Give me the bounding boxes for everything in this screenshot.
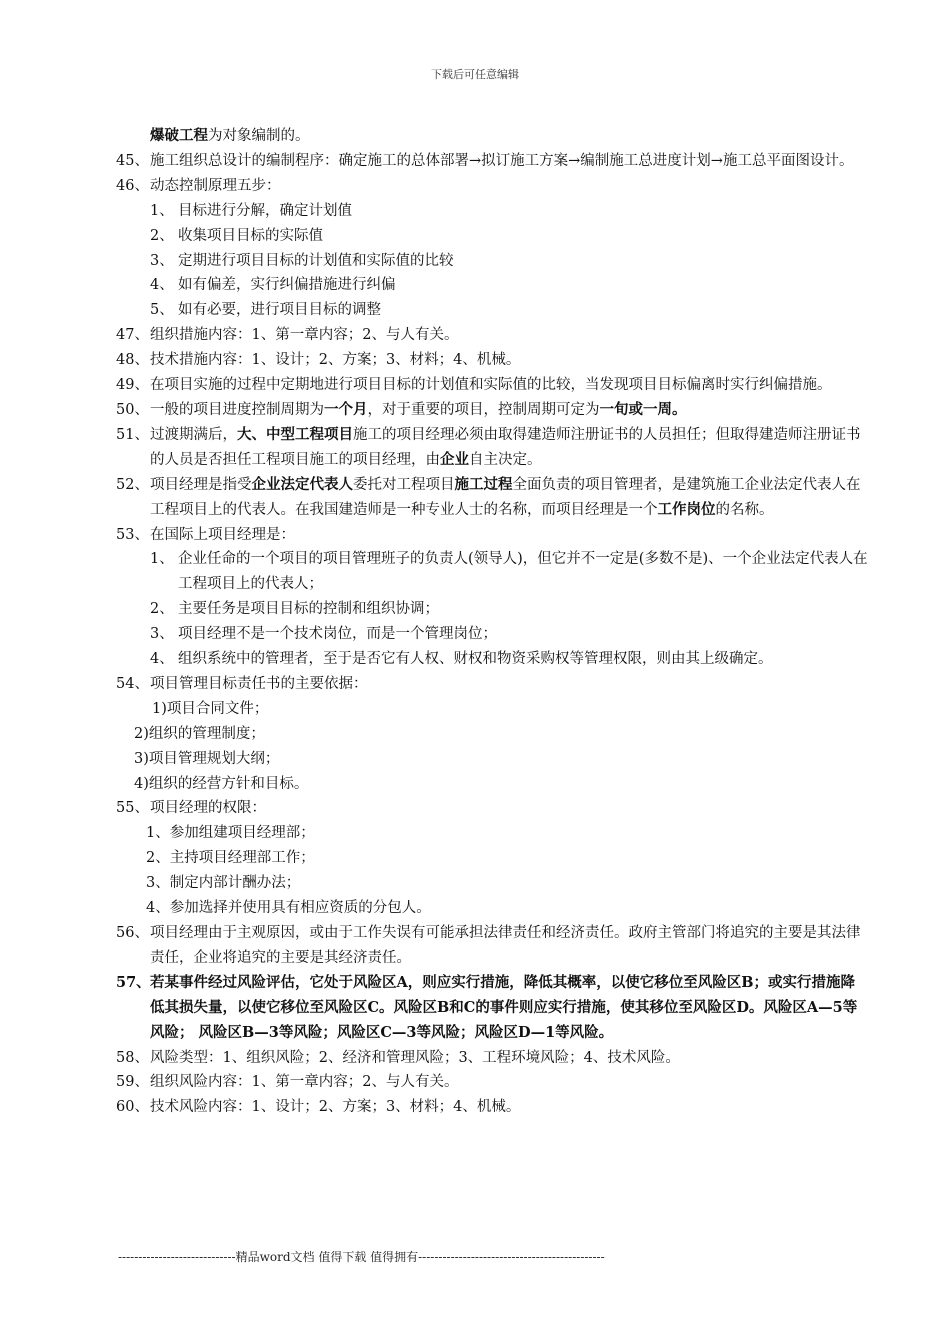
item-number: 53、 xyxy=(116,526,149,543)
subitem-number: 4、 xyxy=(150,651,174,668)
subitem-text: 如有必要，进行项目目标的调整 xyxy=(178,302,381,319)
subitem-number: 3、 xyxy=(150,252,174,269)
item-number: 47、 xyxy=(116,327,149,344)
subitem-text: 组织系统中的管理者，至于是否它有人权、财权和物资采购权等管理权限，则由其上级确定。 xyxy=(178,651,773,668)
subitem: 2)组织的管理制度； xyxy=(134,725,265,742)
subitem xyxy=(116,224,868,249)
bold-text: 工作岗位 xyxy=(657,500,716,518)
item-number: 59、 xyxy=(116,1074,149,1091)
bold-text: 施工过程 xyxy=(454,475,513,493)
item-52 xyxy=(116,473,868,523)
subitem xyxy=(116,273,868,298)
text: 自主决定。 xyxy=(469,451,542,468)
item-text: 在项目实施的过程中定期地进行项目目标的计划值和实际值的比较，当发现项目目标偏离时实行纠偏措施。 xyxy=(150,377,832,394)
subitem-text: 目标进行分解，确定计划值 xyxy=(178,202,352,219)
subitem-text: 收集项目目标的实际值 xyxy=(178,227,323,244)
subitem-text: 如有偏差，实行纠偏措施进行纠偏 xyxy=(178,277,396,294)
item-text: 若某事件经过风险评估，它处于风险区A，则应实行措施，降低其概率，以使它移位至风险区B；或实行措施降低其损失量，以使它移位至风险区C。风险区B和C的事件则应实行措施，使其移位至风险区D。风险区A—5等风险； 风险区B—3等风险；风险区C—3等风险；风险区D—1等风险。 xyxy=(150,973,858,1041)
item-text: 项目管理目标责任书的主要依据： xyxy=(150,675,368,692)
subitem xyxy=(116,622,868,647)
subitem-text: 主要任务是项目目标的控制和组织协调； xyxy=(178,601,439,618)
bold-text: 企业 xyxy=(440,450,469,468)
item-text: 组织措施内容：1、第一章内容；2、与人有关。 xyxy=(150,327,459,344)
page-footer: -----------------------------精品word文档 值得下载 值得拥有---------------------------------------------- xyxy=(118,1250,605,1264)
paragraph-continuation xyxy=(116,124,868,149)
item-55 xyxy=(116,796,868,821)
subitem xyxy=(116,597,868,622)
text: 为对象编制的。 xyxy=(208,128,310,144)
item-51 xyxy=(116,423,868,473)
subitem xyxy=(116,199,868,224)
subitem: 4)组织的经营方针和目标。 xyxy=(134,775,309,792)
subitem: 1、参加组建项目经理部； xyxy=(146,825,315,842)
text: 的名称。 xyxy=(715,501,774,518)
subitem: 3、制定内部计酬办法； xyxy=(146,875,301,892)
item-number: 50、 xyxy=(116,401,149,418)
item-54 xyxy=(116,672,868,697)
item-number: 49、 xyxy=(116,377,149,394)
subitem-text: 企业任命的一个项目的项目管理班子的负责人(领导人)，但它并不一定是(多数不是)、一个企业法定代表人在工程项目上的代表人； xyxy=(178,551,868,593)
subitem-number: 5、 xyxy=(150,302,174,319)
document-body xyxy=(116,124,868,1120)
subitem-text: 定期进行项目目标的计划值和实际值的比较 xyxy=(178,252,454,269)
item-number: 54、 xyxy=(116,675,149,692)
item-text: 技术风险内容：1、设计；2、方案；3、材料；4、机械。 xyxy=(150,1099,521,1116)
subitem-number: 1、 xyxy=(150,202,174,219)
subitem-text: 项目经理不是一个技术岗位，而是一个管理岗位； xyxy=(178,626,497,643)
text: 项目经理是指受 xyxy=(150,476,252,493)
bold-text: 爆破工程 xyxy=(150,127,208,144)
item-number: 51、 xyxy=(116,426,149,443)
subitem-number: 1、 xyxy=(150,551,174,568)
text: 委托对工程项目 xyxy=(353,476,455,493)
subitem: 4、参加选择并使用具有相应资质的分包人。 xyxy=(146,900,431,917)
bold-text: 一个月 xyxy=(324,400,368,418)
item-60 xyxy=(116,1095,868,1120)
item-49 xyxy=(116,373,868,398)
item-58 xyxy=(116,1046,868,1071)
item-59 xyxy=(116,1070,868,1095)
item-46 xyxy=(116,174,868,199)
text: 过渡期满后， xyxy=(150,426,237,443)
item-number: 58、 xyxy=(116,1049,149,1066)
item-50 xyxy=(116,398,868,423)
item-number: 55、 xyxy=(116,800,149,817)
item-57 xyxy=(116,971,868,1046)
subitem xyxy=(116,647,868,672)
item-number: 48、 xyxy=(116,352,149,369)
item-45 xyxy=(116,149,868,174)
item-56 xyxy=(116,921,868,971)
item-number: 52、 xyxy=(116,476,149,493)
item-48 xyxy=(116,348,868,373)
item-text: 施工组织总设计的编制程序：确定施工的总体部署→拟订施工方案→编制施工总进度计划→施工总平面图设计。 xyxy=(150,152,854,169)
item-text: 风险类型：1、组织风险；2、经济和管理风险；3、工程环境风险；4、技术风险。 xyxy=(150,1049,680,1066)
subitem: 1)项目合同文件； xyxy=(152,700,269,717)
text: 全面负责的项目管理者，是建筑施工企业法定代表人在工程项目上的代表人。在我国建造师是一种专业人士的名称，而项目经理是一个 xyxy=(150,476,861,518)
subitem: 2、主持项目经理部工作； xyxy=(146,850,315,867)
item-text: 技术措施内容：1、设计；2、方案；3、材料；4、机械。 xyxy=(150,352,521,369)
item-number: 46、 xyxy=(116,177,149,194)
subitem xyxy=(116,249,868,274)
text: 一般的项目进度控制周期为 xyxy=(150,401,324,418)
item-number: 45、 xyxy=(116,152,149,169)
item-number: 56、 xyxy=(116,925,149,941)
item-text: 项目经理由于主观原因，或由于工作失误有可能承担法律责任和经济责任。政府主管部门将追究的主要是其法律责任，企业将追究的主要是其经济责任。 xyxy=(150,925,861,966)
text: ，对于重要的项目，控制周期可定为 xyxy=(367,401,600,418)
item-text: 动态控制原理五步： xyxy=(150,177,281,194)
item-text: 组织风险内容：1、第一章内容；2、与人有关。 xyxy=(150,1074,459,1091)
subitem-number: 2、 xyxy=(150,601,174,618)
item-text: 项目经理的权限： xyxy=(150,800,266,817)
item-53 xyxy=(116,523,868,548)
bold-text: 大、中型工程项目 xyxy=(237,425,353,443)
bold-text: 一旬或一周。 xyxy=(599,400,687,418)
subitem-number: 3、 xyxy=(150,626,174,643)
item-text: 在国际上项目经理是： xyxy=(150,526,295,543)
subitem-number: 4、 xyxy=(150,277,174,294)
text: 施工的项目经理必须由取得建造师注册证书的人员担任；但取得建造师注册证书的人员是否担任工程项目施工的项目经理，由 xyxy=(150,426,861,468)
item-number: 57、 xyxy=(116,973,151,991)
item-47 xyxy=(116,323,868,348)
subitem xyxy=(116,547,868,597)
subitem: 3)项目管理规划大纲； xyxy=(134,750,280,767)
item-number: 60、 xyxy=(116,1099,149,1116)
bold-text: 企业法定代表人 xyxy=(251,475,353,493)
subitem xyxy=(116,298,868,323)
subitem-number: 2、 xyxy=(150,227,174,244)
page-header: 下载后可任意编辑 xyxy=(431,68,519,81)
